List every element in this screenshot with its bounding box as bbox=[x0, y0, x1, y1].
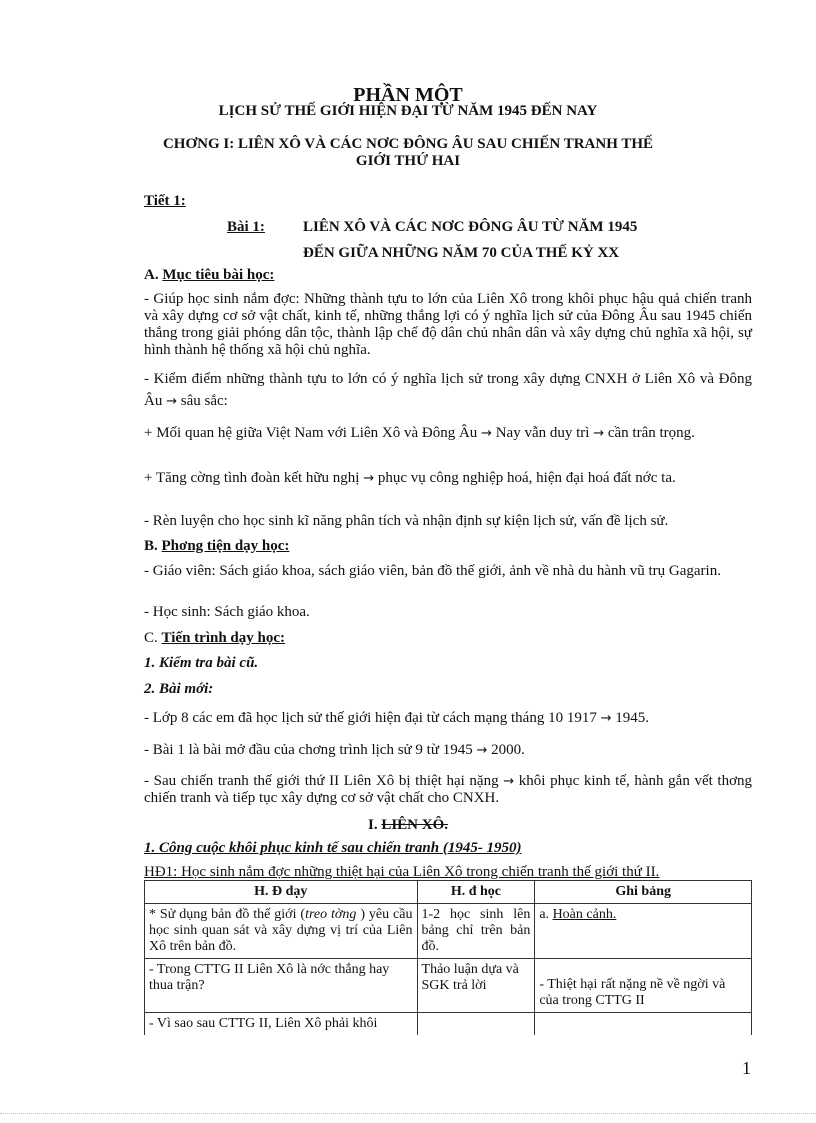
table-header: H. đ học bbox=[417, 881, 535, 904]
table-row bbox=[145, 1013, 752, 1036]
part-title: PHẦN MỘT bbox=[353, 84, 463, 106]
process-line-2: - Bài 1 là bài mở đầu của chơng trình lịch sử 9 từ 1945 → 2000. bbox=[144, 742, 525, 758]
period-label: Tiết 1: bbox=[144, 193, 186, 209]
objectives-paragraph-3: + Mối quan hệ giữa Việt Nam với Liên Xô và Đông Âu → Nay vẫn duy trì → cần trân trọng. bbox=[144, 425, 695, 441]
page-number: 1 bbox=[742, 1058, 751, 1078]
process-heading: C. Tiến trình dạy học: bbox=[144, 630, 286, 646]
objectives-paragraph-4: + Tăng cờng tình đoàn kết hữu nghị → phục vụ công nghiệp hoá, hiện đại hoá đất nớc ta. bbox=[144, 470, 676, 486]
table-header-row bbox=[145, 881, 752, 904]
right-arrow-icon: → bbox=[593, 426, 605, 441]
process-step-2: 2. Bài mới: bbox=[144, 681, 214, 697]
table-cell bbox=[535, 1013, 752, 1036]
table-cell: - Vì sao sau CTTG II, Liên Xô phải khôi bbox=[145, 1013, 418, 1036]
means-teacher: - Giáo viên: Sách giáo khoa, sách giáo viên, bản đồ thế giới, ảnh về nhà du hành vũ trụ Gagarin. bbox=[144, 563, 721, 579]
lesson-title-line1: LIÊN XÔ VÀ CÁC NƠC ĐÔNG ÂU TỪ NĂM 1945 bbox=[303, 219, 638, 235]
table-row bbox=[145, 904, 752, 959]
right-arrow-icon: → bbox=[503, 774, 515, 789]
table-cell: a. Hoàn cảnh. bbox=[535, 904, 752, 959]
right-arrow-icon: → bbox=[166, 394, 177, 409]
lesson-title-line2: ĐẾN GIỮA NHỮNG NĂM 70 CỦA THẾ KỶ XX bbox=[303, 245, 620, 261]
table-cell: * Sử dụng bản đồ thế giới (treo tờng ) yêu cầu học sinh quan sát và xây dựng vị trí của Liên Xô trên bản đồ. bbox=[145, 904, 418, 959]
table-cell: 1-2 học sinh lên bảng chỉ trên bản đồ. bbox=[417, 904, 535, 959]
right-arrow-icon: → bbox=[600, 711, 612, 726]
table-header: Ghi bảng bbox=[535, 881, 752, 904]
objectives-paragraph-5: - Rèn luyện cho học sinh kĩ năng phân tích và nhận định sự kiện lịch sử, vấn đề lịch sử. bbox=[144, 513, 669, 529]
process-step-1: 1. Kiểm tra bài cũ. bbox=[144, 655, 259, 671]
process-line-3: - Sau chiến tranh thế giới thứ II Liên Xô bị thiệt hại nặng → khôi phục kinh tế, hành gắn vết thơng chiến tranh và tiếp tục xây dựng cơ sở vật chất cho CNXH. bbox=[144, 773, 753, 806]
lesson-label: Bài 1: bbox=[227, 219, 265, 235]
table-cell: Thảo luận dựa và SGK trả lời bbox=[417, 959, 535, 1013]
activity-1: HĐ1: Học sinh nắm đợc những thiệt hại của Liên Xô trong chiến tranh thế giới thứ II. bbox=[144, 864, 660, 880]
table-row bbox=[145, 959, 752, 1013]
chapter-title-line1: CHƠNG I: LIÊN XÔ VÀ CÁC NƠC ĐÔNG ÂU SAU CHIẾN TRANH THẾ bbox=[162, 136, 654, 152]
section-subtitle: 1. Công cuộc khôi phục kinh tế sau chiến tranh (1945- 1950) bbox=[144, 840, 522, 856]
objectives-paragraph-1: - Giúp học sinh nắm đợc: Những thành tựu to lớn của Liên Xô trong khôi phục hậu quả chiến tranh và xây dựng cơ sở vật chất, kinh tế, những thắng lợi có ý nghĩa lịch sử của Đông Âu sau 1945 chiến thắng trong giải phóng dân tộc, thành lập chế độ dân chủ nhân dân và xây dựng chủ nghĩa xã hội, sự hình thành hệ thống xã hội chủ nghĩa. bbox=[144, 291, 752, 358]
table-cell: - Trong CTTG II Liên Xô là nớc thắng hay thua trận? bbox=[145, 959, 418, 1013]
table-cell: - Thiệt hại rất nặng nề về ngời và của trong CTTG II bbox=[535, 959, 752, 1013]
right-arrow-icon: → bbox=[476, 743, 488, 758]
table-header: H. Đ dạy bbox=[145, 881, 418, 904]
section-title: I. LIÊN XÔ. bbox=[367, 817, 449, 833]
objectives-heading: A. Mục tiêu bài học: bbox=[144, 267, 275, 283]
table-cell bbox=[417, 1013, 535, 1036]
page-bottom-divider bbox=[0, 1113, 816, 1114]
right-arrow-icon: → bbox=[363, 471, 375, 486]
chapter-title-line2: GIỚI THỨ HAI bbox=[355, 153, 461, 169]
objectives-paragraph-2: - Kiểm điểm những thành tựu to lớn có ý nghĩa lịch sử trong xây dựng CNXH ở Liên Xô và Đông Âu → sâu sắc: bbox=[144, 371, 752, 409]
right-arrow-icon: → bbox=[481, 426, 492, 441]
process-line-1: - Lớp 8 các em đã học lịch sử thế giới hiện đại từ cách mạng tháng 10 1917 → 1945. bbox=[144, 710, 649, 726]
lesson-table bbox=[144, 880, 752, 1035]
part-subtitle: LỊCH SỬ THẾ GIỚI HIỆN ĐẠI TỪ NĂM 1945 ĐẾN NAY bbox=[218, 103, 598, 119]
means-heading: B. Phơng tiện dạy học: bbox=[144, 538, 290, 554]
means-student: - Học sinh: Sách giáo khoa. bbox=[144, 604, 310, 620]
